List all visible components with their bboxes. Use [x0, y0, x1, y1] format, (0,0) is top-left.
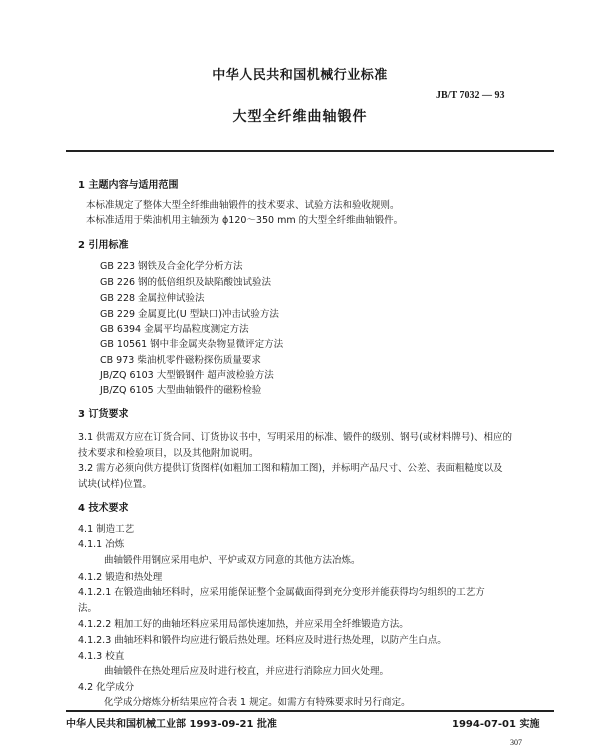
clause-4-2-heading: 4.2 化学成分: [78, 682, 135, 693]
clause-3-2-line-1: 3.2 需方必须向供方提供订货图样(如粗加工图和精加工图)，并标明产品尺寸、公差、表面粗糙度以及: [78, 463, 503, 474]
reference-item: GB 229 金属夏比(U 型缺口)冲击试验方法: [100, 309, 279, 320]
reference-item: GB 10561 钢中非金属夹杂物显微评定方法: [100, 339, 284, 350]
clause-3-2-line-2: 试块(试样)位置。: [78, 479, 152, 490]
clause-3-1-line-2: 技术要求和检验项目，以及其他附加说明。: [78, 448, 259, 459]
section-3-heading: 3 订货要求: [78, 409, 129, 420]
reference-item: JB/ZQ 6103 大型锻钢件 超声波检验方法: [100, 370, 274, 381]
clause-4-1-1-heading: 4.1.1 冶炼: [78, 539, 125, 550]
section-1-heading: 1 主题内容与适用范围: [78, 180, 179, 191]
header-rule: [66, 150, 554, 152]
section-2-heading: 2 引用标准: [78, 240, 129, 251]
effective-date: 1994-07-01 实施: [452, 719, 540, 730]
clause-4-1-2-1-line-1: 4.1.2.1 在锻造曲轴坯料时，应采用能保证整个金属截面得到充分变形并能获得均匀组织的工艺方: [78, 587, 485, 598]
footer-rule: [66, 710, 554, 712]
issuing-org-title: 中华人民共和国机械行业标准: [212, 68, 388, 83]
section-1-paragraph-2: 本标准适用于柴油机用主轴颈为 ϕ120～350 mm 的大型全纤维曲轴锻件。: [86, 215, 404, 226]
document-title: 大型全纤维曲轴锻件: [232, 109, 368, 125]
approval-line: 中华人民共和国机械工业部 1993-09-21 批准: [66, 719, 277, 730]
reference-item: GB 226 钢的低倍组织及缺陷酸蚀试验法: [100, 277, 272, 288]
clause-4-1-1-text: 曲轴锻件用钢应采用电炉、平炉或双方同意的其他方法冶炼。: [104, 555, 361, 566]
clause-4-1-3-text: 曲轴锻件在热处理后应及时进行校直，并应进行消除应力回火处理。: [104, 666, 390, 677]
clause-4-1-2-2: 4.1.2.2 粗加工好的曲轴坯料应采用局部快速加热，并应采用全纤维锻造方法。: [78, 619, 409, 630]
standard-number: JB/T 7032 — 93: [436, 90, 505, 101]
section-1-paragraph-1: 本标准规定了整体大型全纤维曲轴锻件的技术要求、试验方法和验收规则。: [86, 200, 400, 211]
reference-item: GB 223 钢铁及合金化学分析方法: [100, 261, 243, 272]
clause-4-1-3-heading: 4.1.3 校直: [78, 651, 125, 662]
reference-item: GB 228 金属拉伸试验法: [100, 293, 205, 304]
clause-4-1-heading: 4.1 制造工艺: [78, 524, 135, 535]
clause-4-2-text: 化学成分熔炼分析结果应符合表 1 规定。如需方有特殊要求时另行商定。: [104, 697, 411, 708]
section-4-heading: 4 技术要求: [78, 503, 129, 514]
clause-4-1-2-3: 4.1.2.3 曲轴坯料和锻件均应进行锻后热处理。坯料应及时进行热处理，以防产生白点。: [78, 635, 447, 646]
clause-4-1-2-1-line-2: 法。: [78, 603, 98, 614]
page-number: 307: [510, 738, 522, 747]
reference-item: GB 6394 金属平均晶粒度测定方法: [100, 324, 249, 335]
reference-item: CB 973 柴油机零件磁粉探伤质量要求: [100, 355, 261, 366]
clause-4-1-2-heading: 4.1.2 锻造和热处理: [78, 572, 163, 583]
clause-3-1-line-1: 3.1 供需双方应在订货合同、订货协议书中，写明采用的标准、锻件的级别、钢号(或材料牌号)、相应的: [78, 432, 513, 443]
reference-item: JB/ZQ 6105 大型曲轴锻件的磁粉检验: [100, 385, 262, 396]
